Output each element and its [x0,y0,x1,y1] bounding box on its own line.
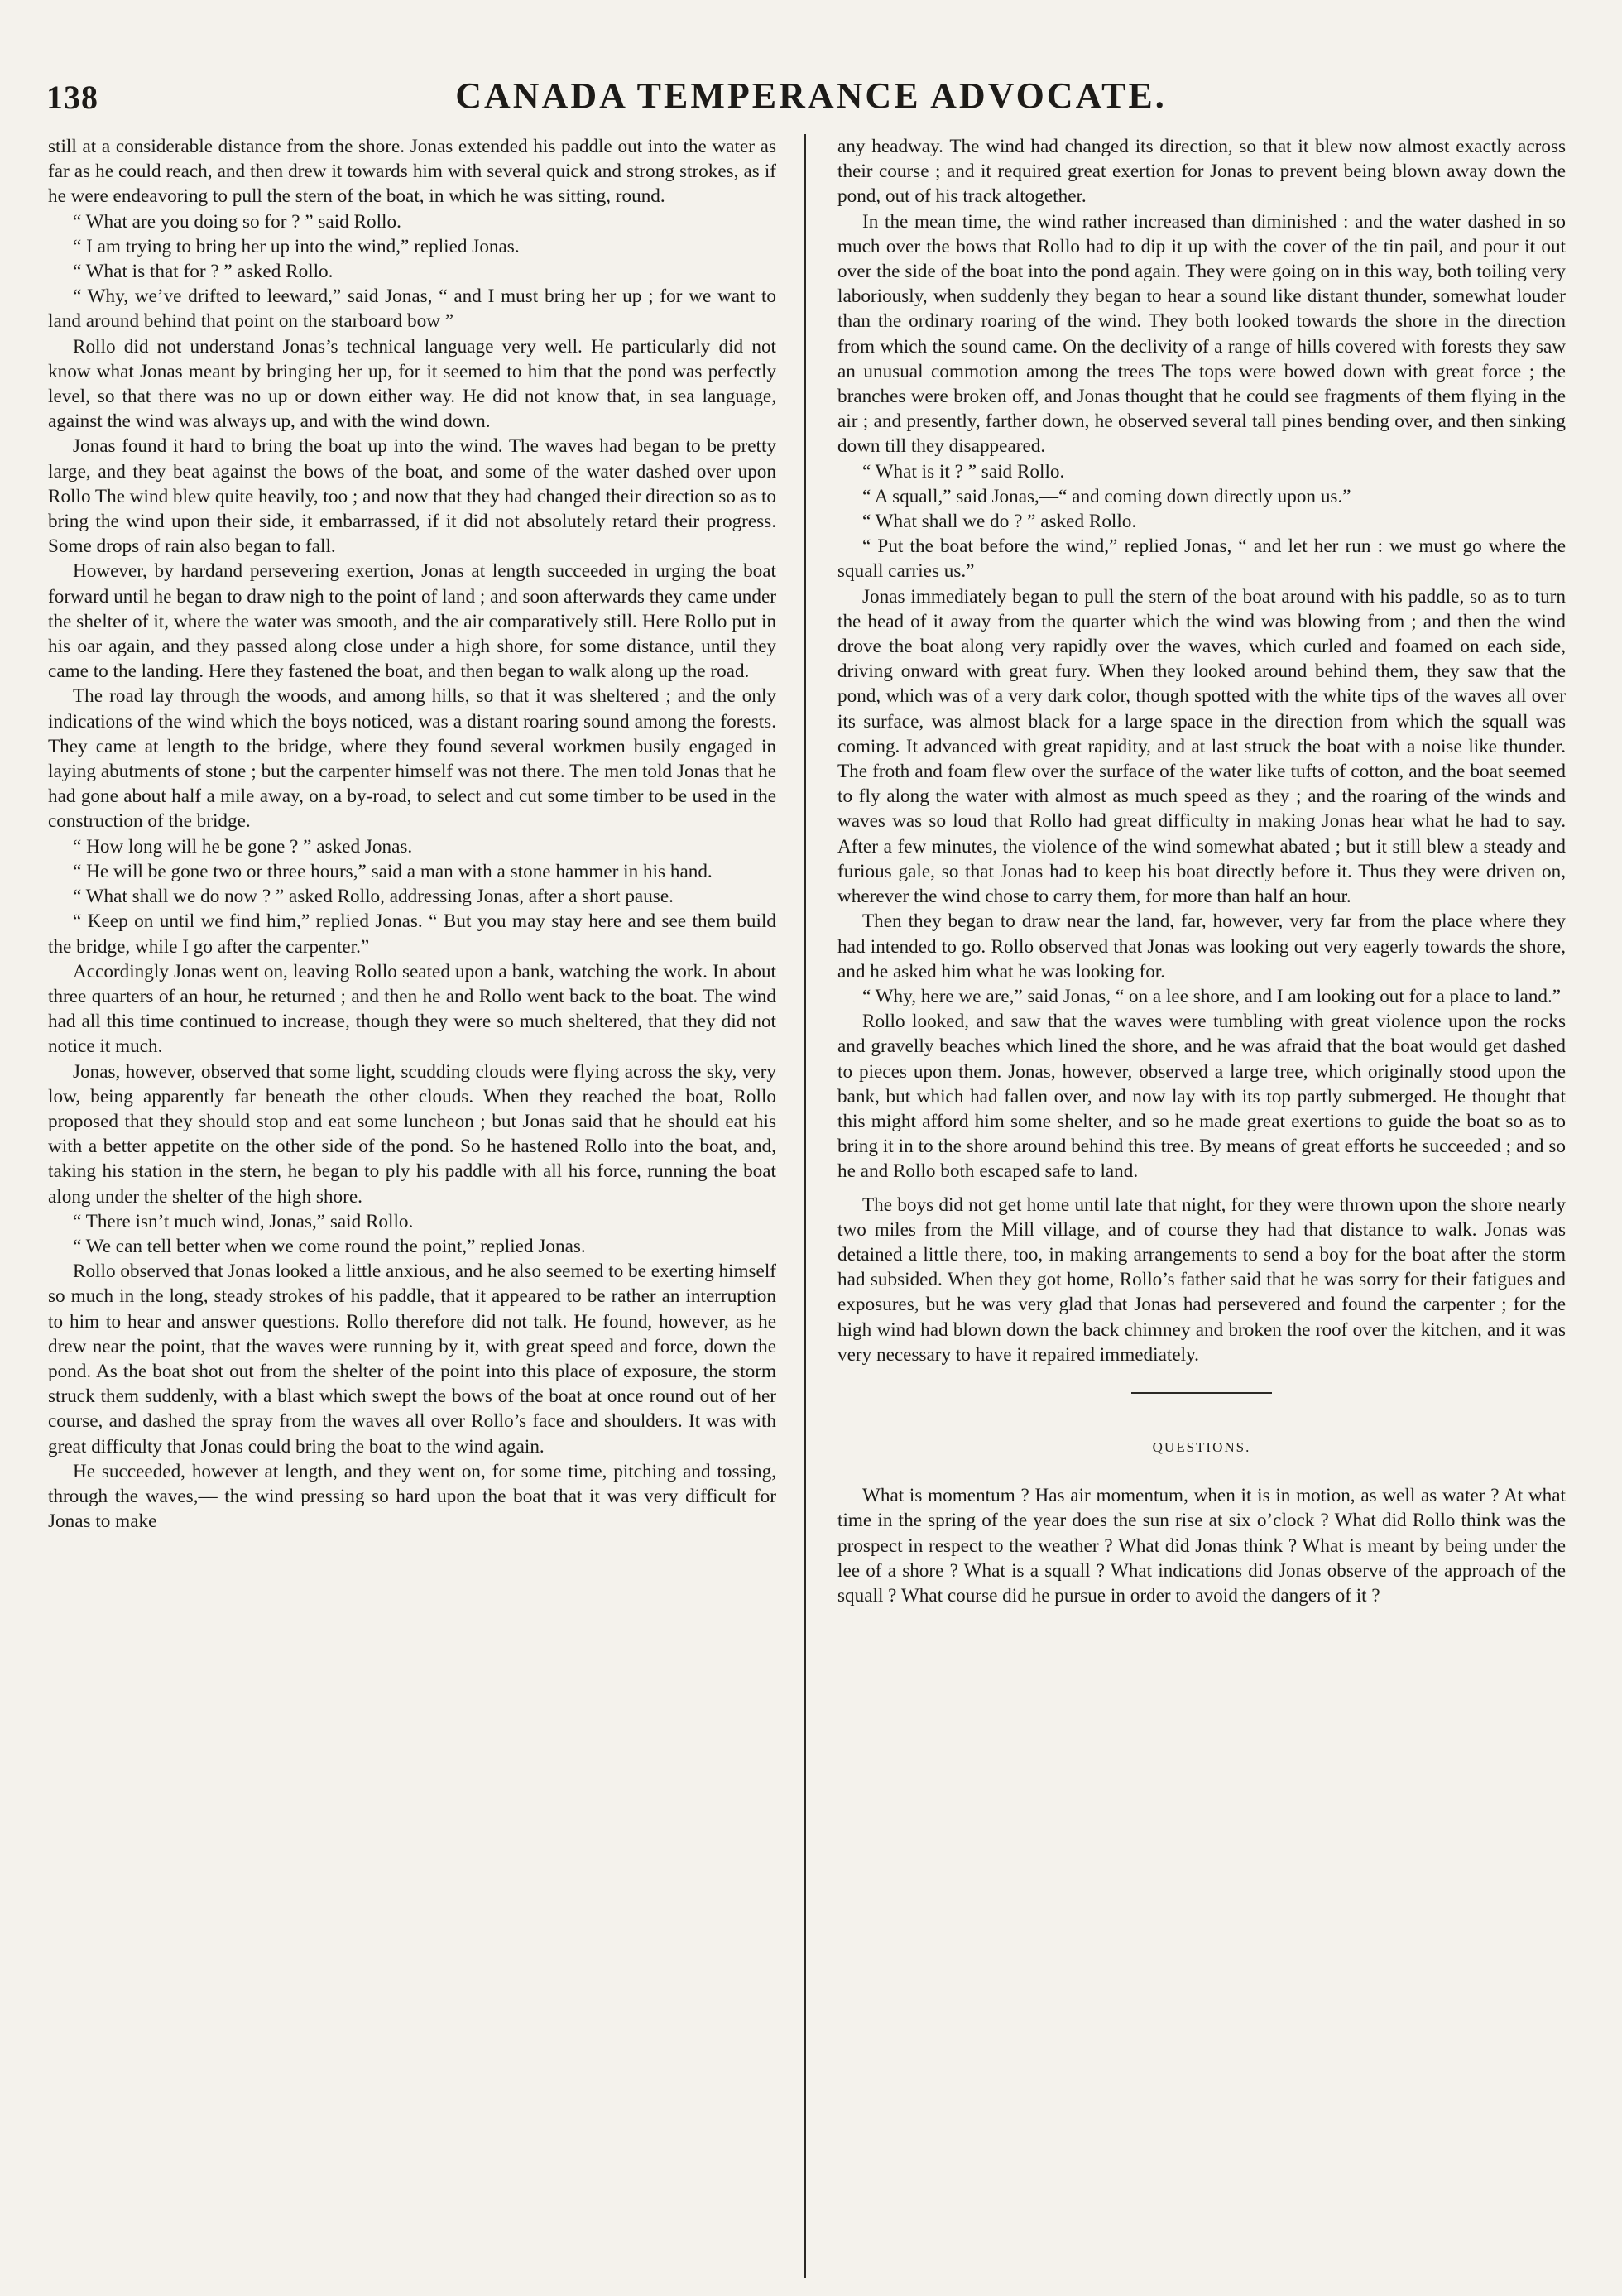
paragraph: “ There isn’t much wind, Jonas,” said Rollo. [73,1210,414,1232]
paragraph: The boys did not get home until late that night, for they were thrown upon the shore nearly two miles from the Mill village, and of course they had that distance to walk. Jonas was detained a little there, too, in making arrangements to send a boy for the boat after the storm had subsided. When they got home, Rollo’s father said that he was sorry for their fatigues and exposures, but he was very glad that Jonas had persevered and found the carpenter ; for the high wind had blown down the back chimney and broken the roof over the kitchen, and it was very necessary to have it repaired immediately. [837,1194,1566,1366]
left-column [48,134,776,1534]
questions-heading: QUESTIONS. [1152,1439,1251,1455]
paragraph: Then they began to draw near the land, far, however, very far from the place where they had intended to go. Rollo observed that Jonas was looking out very eagerly towards the shore, and he asked him what he was looking for. [837,910,1566,982]
paragraph: “ What shall we do ? ” asked Rollo. [862,511,1137,533]
paragraph: “ What is that for ? ” asked Rollo. [73,261,334,283]
paragraph: Jonas immediately began to pull the stern of the boat around with his paddle, so as to turn the head of it away from the quarter which the wind was blowing from ; and then the wind drove the boat along very rapidly over the waves, which curled and foamed on each side, driving onward with great fury. When they looked around behind them, they saw that the pond, which was of a very dark color, though spotted with the white tips of the waves all over its surface, was almost black for a large space in the direction from which the squall was coming. It advanced with great rapidity, and at last struck the boat with a noise like thunder. The froth and foam flew over the surface of the water like tufts of cotton, and the boat seemed to fly along the water with almost as much speed as they ; and the roaring of the winds and waves was so loud that Rollo had great difficulty in making Jonas hear what he had to say. After a few minutes, the violence of the wind somewhat abated ; but it still blew a steady and furious gale, so that Jonas had to keep his boat directly before it. Thus they were driven on, wherever the wind chose to carry them, for more than half an hour. [837,585,1566,908]
paragraph: “ What are you doing so for ? ” said Rollo. [73,210,401,233]
section-divider [1131,1392,1272,1394]
paragraph: Accordingly Jonas went on, leaving Rollo seated upon a bank, watching the work. In about three quarters of an hour, he returned ; and then he and Rollo went back to the boat. The wind had all this time continued to increase, though they were so much sheltered, that they did not notice it much. [48,960,776,1058]
paragraph: “ Why, here we are,” said Jonas, “ on a lee shore, and I am looking out for a place to land.” [862,985,1562,1007]
page-header [33,73,1589,122]
page-number: 138 [46,79,98,116]
paragraph: “ I am trying to bring her up into the wind,” replied Jonas. [73,235,520,257]
paragraph: still at a considerable distance from the shore. Jonas extended his paddle out into the water as far as he could reach, and then drew it towards him with several quick and strong strokes, as if he were endeavoring to pull the stern of the boat, in which he was sitting, round. [48,136,776,208]
paragraph: “ What shall we do now ? ” asked Rollo, addressing Jonas, after a short pause. [73,886,674,908]
paragraph: In the mean time, the wind rather increased than diminished : and the water dashed in so much over the bows that Rollo had to dip it up with the cover of the tin pail, and pour it out over the side of the boat into the pond again. They were going on in this way, both toiling very laboriously, when suddenly they began to hear a sound like distant thunder, somewhat louder than the ordinary roaring of the wind. They both looked towards the shore in the direction from which the sound came. On the declivity of a range of hills covered with forests they saw an unusual commotion among the trees The tops were bowed down with great force ; the branches were broken off, and Jonas thought that he could see fragments of them flying in the air ; and presently, farther down, he observed several tall pines bending over, and then sinking down till they disappeared. [837,210,1566,458]
paragraph: “ We can tell better when we come round the point,” replied Jonas. [73,1235,586,1257]
running-title: CANADA TEMPERANCE ADVOCATE. [455,75,1167,116]
paragraph: “ What is it ? ” said Rollo. [862,460,1065,483]
paragraph: “ A squall,” said Jonas,—“ and coming down directly upon us.” [862,485,1351,507]
paragraph: “ Keep on until we find him,” replied Jonas. “ But you may stay here and see them build the bridge, while I go after the carpenter.” [48,910,776,958]
right-column [837,134,1566,1608]
paragraph: “ Why, we’ve drifted to leeward,” said Jonas, “ and I must bring her up ; for we want to land around behind that point on the starboard bow ” [48,286,776,333]
paragraph: However, by hardand persevering exertion, Jonas at length succeeded in urging the boat forward until he began to draw nigh to the point of land ; and soon afterwards they came under the shelter of it, where the water was smooth, and the air comparatively still. Here Rollo put in his oar again, and they passed along close under a high shore, for some distance, until they came to the landing. Here they fastened the boat, and then began to walk along up the road. [48,560,776,683]
paragraph: any headway. The wind had changed its direction, so that it blew now almost exactly across their course ; and it required great exertion for Jonas to prevent being blown away down the pond, out of his track altogether. [837,136,1566,208]
paragraph: The road lay through the woods, and among hills, so that it was sheltered ; and the only indications of the wind which the boys noticed, was a distant roaring sound among the forests. They came at length to the bridge, where they found several workmen busily engaged in laying abutments of stone ; but the carpenter himself was not there. The men told Jonas that he had gone about half a mile away, on a by-road, to select and cut some timber to be used in the construction of the bridge. [48,685,776,833]
paragraph: Jonas found it hard to bring the boat up into the wind. The waves had began to be pretty large, and they beat against the bows of the boat, and some of the water dashed over upon Rollo The wind blew quite heavily, too ; and now that they had changed their direction so as to bring the wind upon their side, it embarrassed, if it did not absolutely retard their progress. Some drops of rain also began to fall. [48,435,776,558]
paragraph: “ He will be gone two or three hours,” said a man with a stone hammer in his hand. [73,860,713,882]
paragraph: “ Put the boat before the wind,” replied Jonas, “ and let her run : we must go where the squall carries us.” [837,536,1566,583]
column-divider [804,134,806,2278]
paragraph: “ How long will he be gone ? ” asked Jonas. [73,835,413,857]
paragraph: Jonas, however, observed that some light, scudding clouds were flying across the sky, very low, being apparently far beneath the other clouds. When they reached the boat, Rollo proposed that they should stop and eat some luncheon ; but Jonas said that he should eat his with a better appetite on the other side of the pond. So he hastened Rollo into the boat, and, taking his station in the stern, he began to ply his paddle with all his force, running the boat along under the shelter of the high shore. [48,1060,776,1208]
questions-text: What is momentum ? Has air momentum, when it is in motion, as well as water ? At what time in the spring of the year does the sun rise at six o’clock ? What did Rollo think was the prospect in respect to the weather ? What did Jonas think ? What is meant by being under the lee of a shore ? What is a squall ? What indications did Jonas observe of the approach of the squall ? What course did he pursue in order to avoid the dangers of it ? [837,1485,1566,1607]
paragraph: Rollo observed that Jonas looked a little anxious, and he also seemed to be exerting himself so much in the long, steady strokes of his paddle, that it appeared to be rather an interruption to him to hear and answer questions. Rollo therefore did not talk. He found, however, as he drew near the point, that the waves were running by it, with great speed and force, down the pond. As the boat shot out from the shelter of the point into this place of exposure, the storm struck them suddenly, with a blast which swept the bows of the boat at once round out of her course, and dashed the spray from the waves all over Rollo’s face and shoulders. It was with great difficulty that Jonas could bring the boat to the wind again. [48,1261,777,1458]
paragraph: He succeeded, however at length, and they went on, for some time, pitching and tossing, through the waves,— the wind pressing so hard upon the boat that it was very difficult for Jonas to make [48,1460,776,1533]
paragraph: Rollo did not understand Jonas’s technical language very well. He particularly did not know what Jonas meant by bringing her up, for it seemed to him that the pond was perfectly level, so that there was no up or down either way. He did not know that, in sea language, against the wind was always up, and with the wind down. [48,335,776,433]
paragraph: Rollo looked, and saw that the waves were tumbling with great violence upon the rocks and gravelly beaches which lined the shore, and he was afraid that the boat would get dashed to pieces upon them. Jonas, however, observed a large tree, which originally stood upon the bank, but which had fallen over, and now lay with its top partly submerged. He thought that this might afford him some shelter, and so he made great exertions to guide the boat so as to bring it in to the shore around behind this tree. By means of great efforts he succeeded ; and so he and Rollo both escaped safe to land. [837,1011,1566,1183]
